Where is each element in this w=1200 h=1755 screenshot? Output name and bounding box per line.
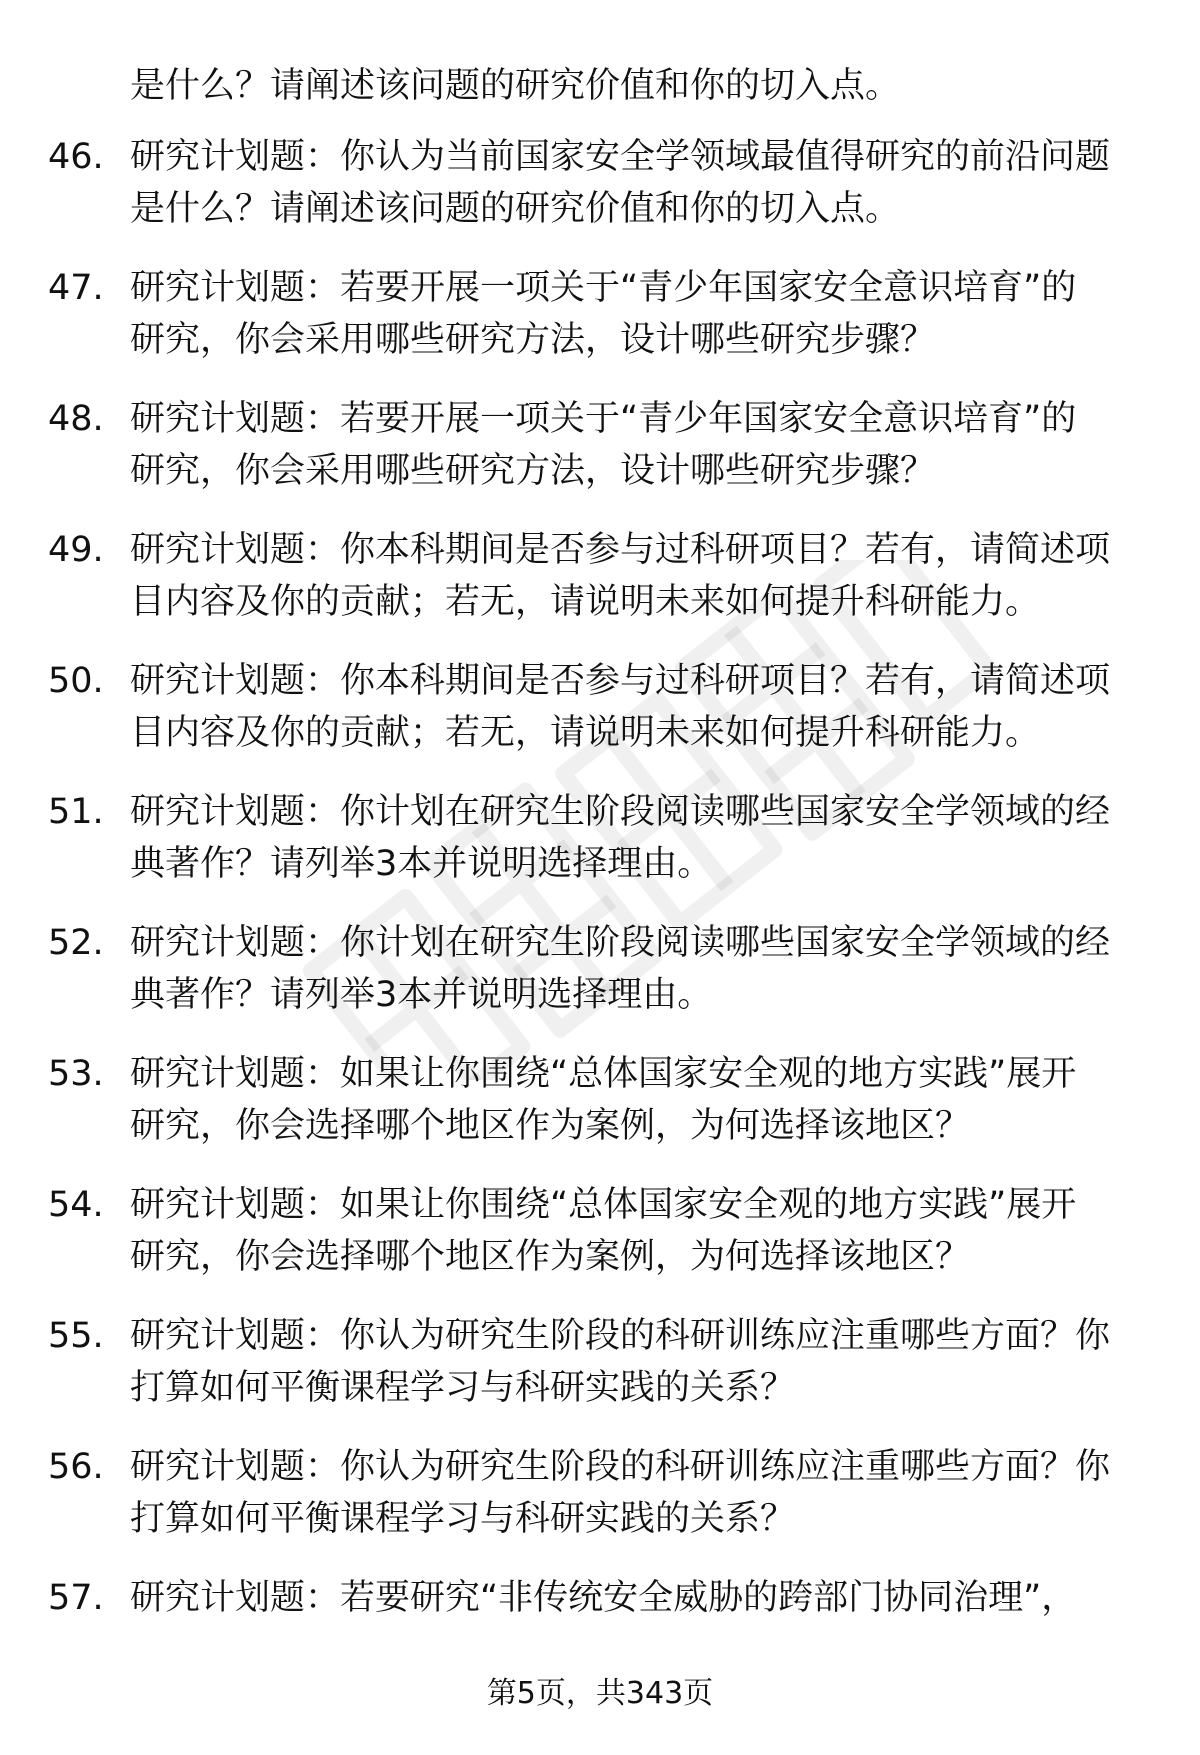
question-number: 57. <box>48 1578 104 1618</box>
list-item <box>0 131 1200 262</box>
question-text: 研究计划题：如果让你围绕“总体国家安全观的地方实践”展开 研究，你会选择哪个地区作为案例，为何选择该地区？ <box>130 1054 1077 1146</box>
list-item <box>0 1441 1200 1572</box>
list-item <box>0 917 1200 1048</box>
continued-question-text: 是什么？请阐述该问题的研究价值和你的切入点。 <box>130 66 901 106</box>
question-number: 50. <box>48 661 104 701</box>
question-number: 47. <box>48 268 104 308</box>
list-item <box>0 786 1200 917</box>
list-item <box>0 393 1200 524</box>
question-number: 49. <box>48 530 104 570</box>
list-item <box>0 1179 1200 1310</box>
question-number: 56. <box>48 1447 104 1487</box>
list-item <box>0 524 1200 655</box>
page-footer: 第5页，共343页 <box>486 1676 714 1711</box>
question-text: 研究计划题：你认为研究生阶段的科研训练应注重哪些方面？你 打算如何平衡课程学习与科研实践的关系？ <box>130 1316 1111 1408</box>
list-item <box>0 262 1200 393</box>
question-number: 52. <box>48 923 104 963</box>
question-text: 研究计划题：你本科期间是否参与过科研项目？若有，请简述项 目内容及你的贡献；若无，请说明未来如何提升科研能力。 <box>130 661 1111 753</box>
list-item <box>0 655 1200 786</box>
question-number: 48. <box>48 399 104 439</box>
question-text: 研究计划题：若要开展一项关于“青少年国家安全意识培育”的 研究，你会采用哪些研究方法，设计哪些研究步骤？ <box>130 268 1077 360</box>
question-text: 研究计划题：若要研究“非传统安全威胁的跨部门协同治理”， <box>130 1578 1077 1618</box>
list-item <box>0 1048 1200 1179</box>
question-number: 55. <box>48 1316 104 1356</box>
question-text: 研究计划题：如果让你围绕“总体国家安全观的地方实践”展开 研究，你会选择哪个地区作为案例，为何选择该地区？ <box>130 1185 1077 1277</box>
question-text: 研究计划题：你认为研究生阶段的科研训练应注重哪些方面？你 打算如何平衡课程学习与科研实践的关系？ <box>130 1447 1111 1539</box>
question-number: 54. <box>48 1185 104 1225</box>
question-text: 研究计划题：你本科期间是否参与过科研项目？若有，请简述项 目内容及你的贡献；若无，请说明未来如何提升科研能力。 <box>130 530 1111 622</box>
question-number: 53. <box>48 1054 104 1094</box>
question-text: 研究计划题：若要开展一项关于“青少年国家安全意识培育”的 研究，你会采用哪些研究方法，设计哪些研究步骤？ <box>130 399 1077 491</box>
question-list <box>0 131 1200 1703</box>
question-number: 51. <box>48 792 104 832</box>
question-text: 研究计划题：你计划在研究生阶段阅读哪些国家安全学领域的经 典著作？请列举3本并说明选择理由。 <box>130 792 1111 884</box>
question-text: 研究计划题：你认为当前国家安全学领域最值得研究的前沿问题 是什么？请阐述该问题的研究价值和你的切入点。 <box>130 137 1111 229</box>
list-item <box>0 1310 1200 1441</box>
question-text: 研究计划题：你计划在研究生阶段阅读哪些国家安全学领域的经 典著作？请列举3本并说明选择理由。 <box>130 923 1111 1015</box>
question-number: 46. <box>48 137 104 177</box>
